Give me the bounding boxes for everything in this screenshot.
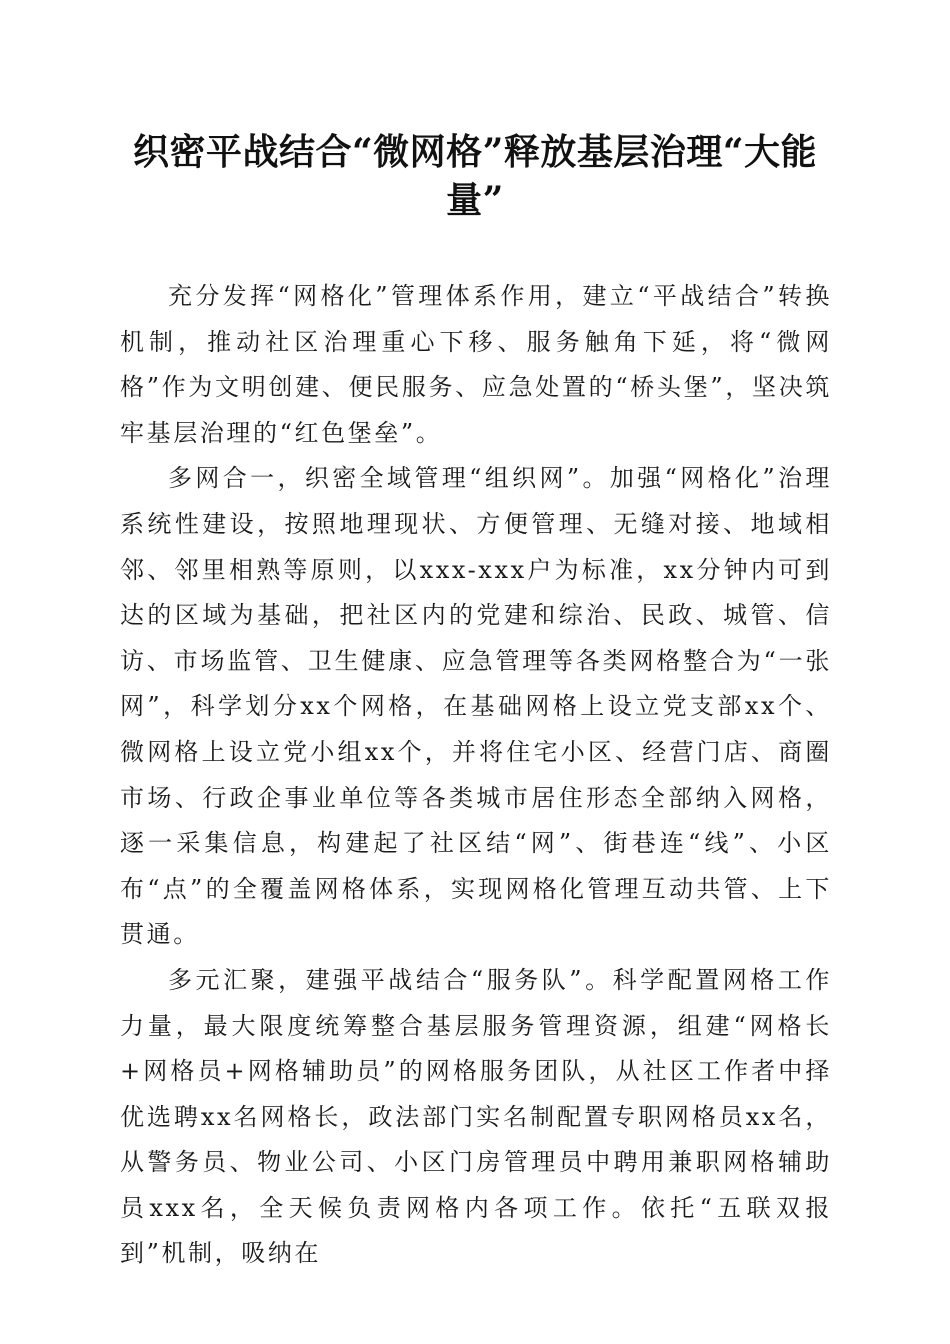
- document-body: [120, 274, 832, 1277]
- document-title: 织密平战结合“微网格”释放基层治理“大能量”: [132, 131, 818, 221]
- paragraph-intro: 充分发挥“网格化”管理体系作用，建立“平战结合”转换机制，推动社区治理重心下移、服务触角下延，将“微网格”作为文明创建、便民服务、应急处置的“桥头堡”，坚决筑牢基层治理的“红色堡垒”。: [120, 282, 832, 447]
- paragraph-service-team: 多元汇聚，建强平战结合“服务队”。科学配置网格工作力量，最大限度统筹整合基层服务管理资源，组建“网格长+网格员+网格辅助员”的网格服务团队，从社区工作者中择优选聘xx名网格长，政法部门实名制配置专职网格员xx名，从警务员、物业公司、小区门房管理员中聘用兼职网格辅助员xxx名，全天候负责网格内各项工作。依托“五联双报到”机制，吸纳在: [120, 965, 832, 1268]
- paragraph-organization-net: 多网合一，织密全域管理“组织网”。加强“网格化”治理系统性建设，按照地理现状、方便管理、无缝对接、地域相邻、邻里相熟等原则，以xxx-xxx户为标准，xx分钟内可到达的区域为基础，把社区内的党建和综治、民政、城管、信访、市场监管、卫生健康、应急管理等各类网格整合为“一张网”，科学划分xx个网格，在基础网格上设立党支部xx个、微网格上设立党小组xx个，并将住宅小区、经营门店、商圈市场、行政企事业单位等各类城市居住形态全部纳入网格，逐一采集信息，构建起了社区结“网”、街巷连“线”、小区布“点”的全覆盖网格体系，实现网格化管理互动共管、上下贯通。: [120, 464, 832, 949]
